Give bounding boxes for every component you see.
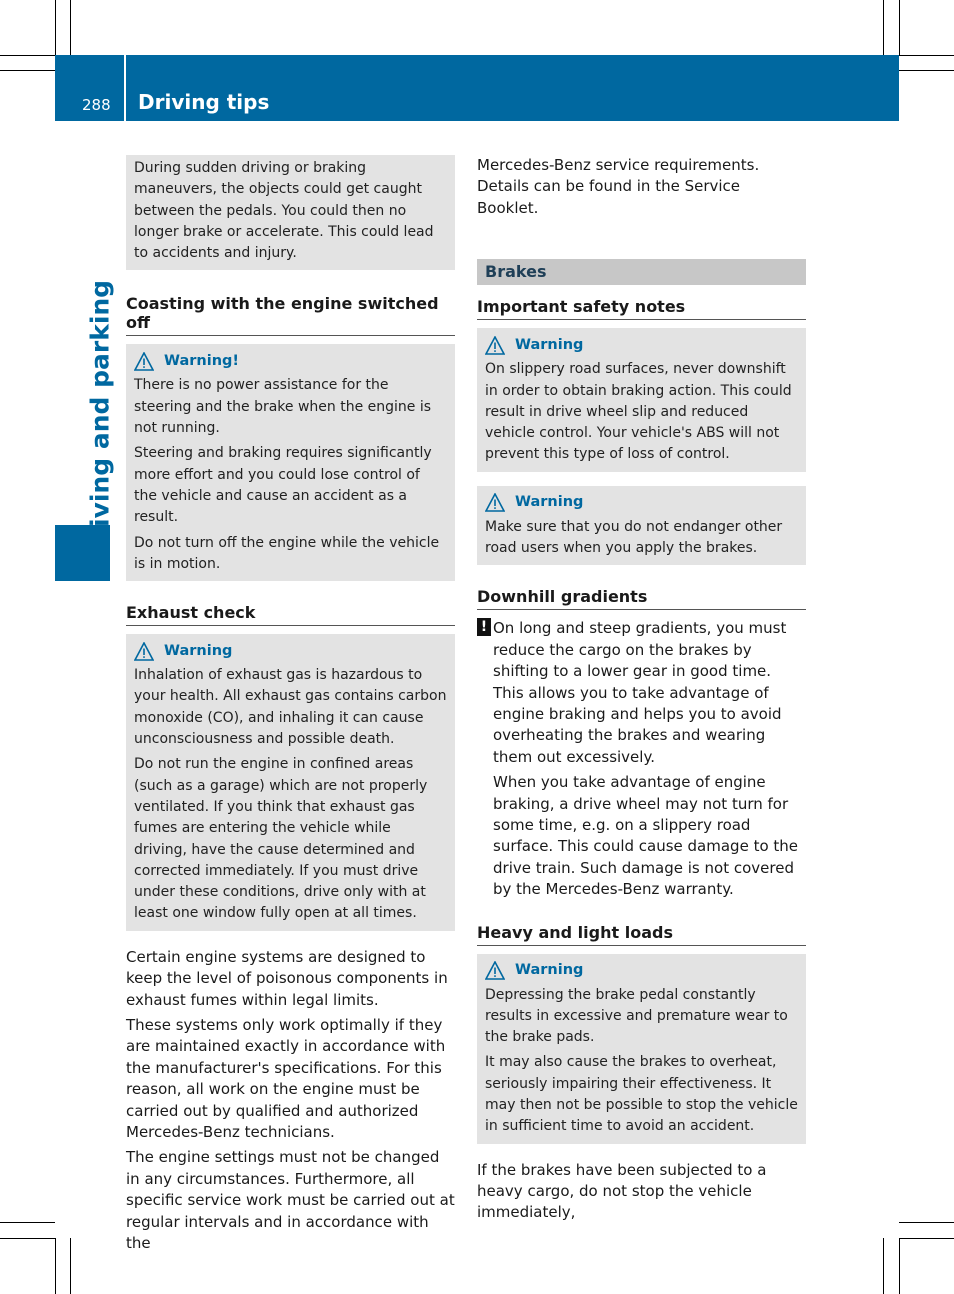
- body-paragraph-continued: Mercedes-Benz service requirements. Details can be found in the Service Booklet.: [477, 156, 760, 217]
- warning-title: Warning: [515, 961, 584, 978]
- crop-mark: [899, 1238, 954, 1239]
- intro-note-box: [126, 155, 455, 270]
- warning-title: Warning: [515, 494, 584, 511]
- right-column: [477, 155, 806, 1228]
- warning-header: [485, 333, 798, 357]
- exclamation-icon: !: [477, 618, 491, 636]
- section-heading-loads: Heavy and light loads: [477, 923, 806, 946]
- note-paragraph: On long and steep gradients, you must reduce the cargo on the brakes by shifting to a lower gear in good time. This allows you to take advantage of engine braking and helps you to avoid overheating the brakes and wearing them out excessively.: [493, 619, 787, 766]
- crop-mark: [899, 70, 954, 71]
- crop-mark: [883, 1238, 884, 1294]
- crop-mark: [899, 1222, 954, 1223]
- warning-box-loads: [477, 954, 806, 1144]
- page-title: Driving tips: [138, 90, 270, 114]
- crop-mark: [0, 1222, 55, 1223]
- warning-header: [134, 639, 447, 663]
- warning-title: Warning: [164, 642, 233, 659]
- warning-paragraph: Do not run the engine in confined areas (such as a garage) which are not properly ventilated. If you think that exhaust gas fumes are entering the vehicle while driving, have the cause determined and corrected immediately. If you must drive under these conditions, drive only with at least one window fully open at all times.: [134, 756, 428, 922]
- chapter-label: Driving and parking: [85, 279, 115, 561]
- body-paragraph: The engine settings must not be changed in any circumstances. Furthermore, all specific service work must be carried out at regular intervals and in accordance with the: [126, 1148, 455, 1252]
- crop-mark: [883, 0, 884, 55]
- crop-mark: [55, 1238, 56, 1294]
- crop-mark: [0, 55, 55, 56]
- page-number: 288: [82, 96, 111, 114]
- warning-paragraph: There is no power assistance for the steering and the brake when the engine is not running.: [134, 377, 432, 437]
- note-downhill: [477, 618, 806, 900]
- body-paragraph: These systems only work optimally if they are maintained exactly in accordance with the manufacturer's specifications. For this reason, all work on the engine must be carried out by qualified and authorized Mercedes-Benz technicians.: [126, 1015, 446, 1141]
- crop-mark: [0, 1238, 55, 1239]
- warning-box-coasting: [126, 344, 455, 581]
- section-heading-safety: Important safety notes: [477, 297, 806, 320]
- intro-note-text: During sudden driving or braking maneuvers, the objects could get caught between the pedals. You could then no longer brake or accelerate. This could lead to accidents and injury.: [134, 160, 434, 262]
- warning-paragraph: Make sure that you do not endanger other road users when you apply the brakes.: [485, 518, 783, 556]
- left-column: [126, 155, 455, 1258]
- warning-triangle-icon: [134, 642, 154, 661]
- warning-paragraph: Inhalation of exhaust gas is hazardous to your health. All exhaust gas contains carbon monoxide (CO), and inhaling it can cause unconsciousness and possible death.: [134, 667, 447, 748]
- crop-mark: [70, 1238, 71, 1294]
- warning-triangle-icon: [134, 352, 154, 371]
- warning-box-exhaust: [126, 634, 455, 931]
- warning-paragraph: Steering and braking requires significantly more effort and you could lose control of the vehicle and cause an accident as a result.: [134, 445, 432, 526]
- warning-header: [485, 959, 798, 983]
- crop-mark: [899, 0, 900, 55]
- warning-header: [485, 491, 798, 515]
- warning-box-safety-2: [477, 486, 806, 566]
- warning-paragraph: Do not turn off the engine while the vehicle is in motion.: [134, 534, 440, 572]
- body-paragraph: If the brakes have been subjected to a heavy cargo, do not stop the vehicle immediately,: [477, 1160, 767, 1222]
- warning-triangle-icon: [485, 336, 505, 355]
- warning-triangle-icon: [485, 961, 505, 980]
- crop-mark: [899, 55, 954, 56]
- section-heading-downhill: Downhill gradients: [477, 587, 806, 610]
- warning-triangle-icon: [485, 493, 505, 512]
- crop-mark: [899, 1238, 900, 1294]
- warning-paragraph: It may also cause the brakes to overheat, seriously impairing their effectiveness. It may then not be possible to stop the vehicle in sufficient time to avoid an accident.: [485, 1054, 798, 1135]
- section-band-brakes: Brakes: [477, 259, 806, 285]
- crop-mark: [55, 0, 56, 55]
- header-divider: [124, 55, 126, 121]
- crop-mark: [0, 70, 55, 71]
- body-paragraph: Certain engine systems are designed to keep the level of poisonous components in exhaust fumes within legal limits.: [126, 947, 448, 1009]
- warning-paragraph: Depressing the brake pedal constantly results in excessive and premature wear to the brake pads.: [485, 986, 788, 1046]
- warning-header: [134, 349, 447, 373]
- warning-box-safety-1: [477, 328, 806, 471]
- warning-title: Warning: [515, 336, 584, 353]
- note-paragraph: When you take advantage of engine braking, a drive wheel may not turn for some time, e.g. on a slippery road surface. This could cause damage to the drive train. Such damage is not covered by the Mercedes-Benz warranty.: [493, 773, 799, 899]
- section-heading-coasting: Coasting with the engine switched off: [126, 294, 455, 336]
- crop-mark: [70, 0, 71, 55]
- warning-paragraph: On slippery road surfaces, never downshift in order to obtain braking action. This could result in drive wheel slip and reduced vehicle control. Your vehicle's ABS will not prevent this type of loss of control.: [485, 361, 792, 463]
- section-heading-exhaust: Exhaust check: [126, 603, 455, 626]
- warning-title: Warning!: [164, 352, 240, 369]
